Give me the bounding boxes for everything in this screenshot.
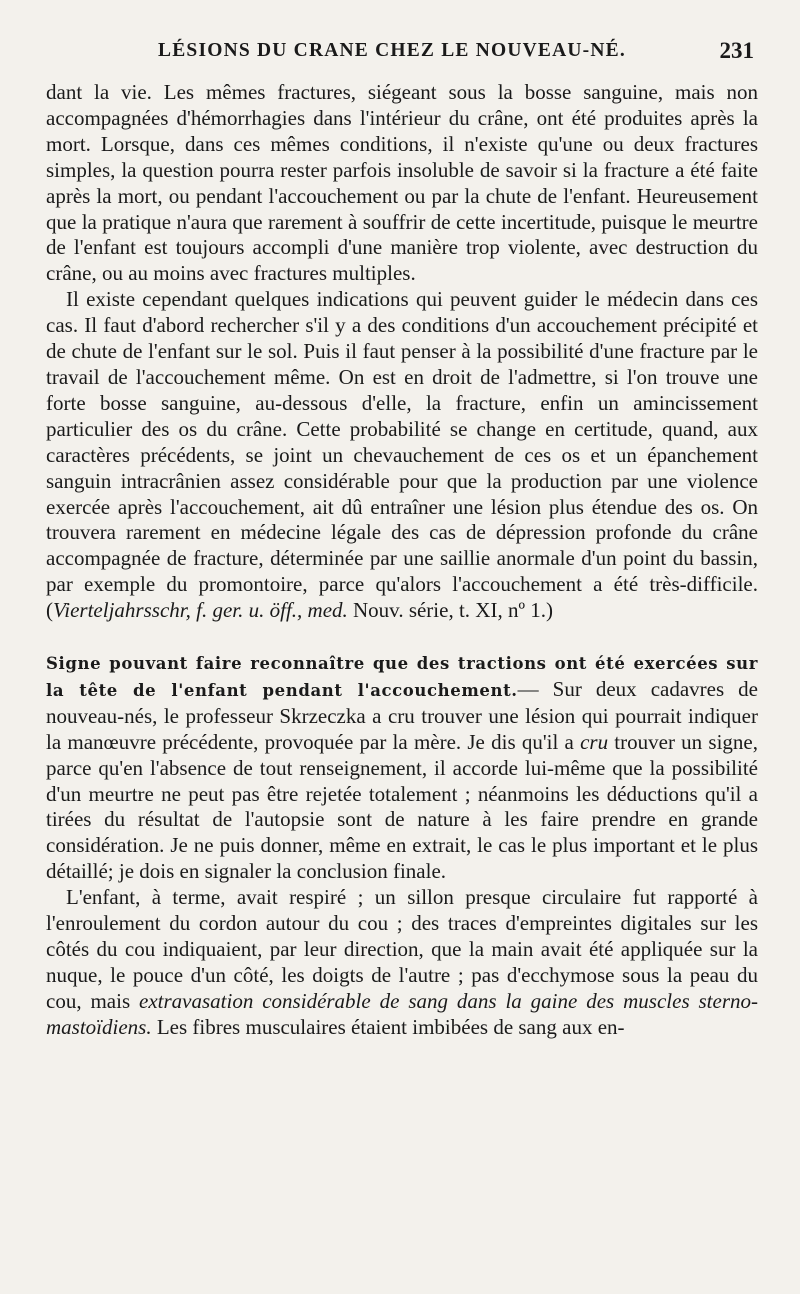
emphasis-cru: cru — [580, 729, 609, 754]
paragraph-3-text-b: trouver un signe, parce qu'en l'absence de tout renseignement, il accorde lui-même que la possibilité d'un meurtre ne peut pas être rejetée totalement ; néanmoins les déductions qu'il a tirées du résultat de l'autopsie sont de nature à les faire prendre en grande considération. Je ne puis donner, même en extrait, le cas le plus important et le plus détaillé; je dois en signaler la conclusion finale. — [46, 729, 758, 884]
running-head — [46, 34, 758, 80]
running-title: LÉSIONS DU CRANE CHEZ LE NOUVEAU-NÉ. — [158, 40, 626, 61]
paragraph-2 — [46, 287, 758, 624]
journal-citation: Vierteljahrsschr, f. ger. u. öff., med. — [53, 598, 348, 623]
emphasis-extravasation: extravasation considérable de sang dans la gaine des muscles sterno-mastoïdiens. — [46, 988, 758, 1039]
citation-tail: Nouv. série, t. XI, nº 1.) — [347, 598, 553, 623]
section-gap — [46, 624, 758, 650]
paragraph-4-text-b: Les fibres musculaires étaient imbibées de sang aux en- — [151, 1014, 625, 1039]
paragraph-2-text: Il existe cependant quelques indications qui peuvent guider le médecin dans ces cas. Il faut d'abord rechercher s'il y a des conditions d'un accouchement précipité et de chute de l'enfant sur le sol. Puis il faut penser à la possibilité d'une fracture par le travail de l'accouchement même. On est en droit de l'admettre, si l'on trouve une forte bosse sanguine, au-dessous d'elle, la fracture, enfin un amincissement particulier des os du crâne. Cette probabilité se change en certitude, quand, aux caractères précédents, se joint un chevauchement de ces os et un épanchement sanguin intracrânien assez considérable pour que la production par une violence exercée après l'accouchement, ait dû entraîner une lésion plus étendue des os. On trouvera rarement en médecine légale des cas de dépression profonde du crâne accompagnée de fracture, déterminée par une saillie anormale d'un point du bassin, par exemple du promontoire, parce qu'alors l'accouchement a été très-difficile. ( — [46, 287, 758, 623]
paragraph-4 — [46, 885, 758, 1040]
paragraph-1-text: dant la vie. Les mêmes fractures, siégeant sous la bosse sanguine, mais non accompagnées d'hémorrhagies dans l'intérieur du crâne, ont été produites après la mort. Lorsque, dans ces mêmes conditions, il n'existe qu'une ou deux fractures simples, la question pourra rester parfois insoluble de savoir si la fracture a été faite après la mort, ou pendant l'accouchement ou par la chute de l'enfant. Heureusement que la pratique n'aura que rarement à souffrir de cette incertitude, puisque le meurtre de l'enfant est toujours accompli d'une manière trop violente, avec destruction du crâne, ou au moins avec fractures multiples. — [46, 80, 758, 286]
page-number: 231 — [719, 38, 754, 63]
paragraph-4-text-a: L'enfant, à terme, avait respiré ; un sillon presque circulaire fut rapporté à l'enroulement du cordon autour du cou ; des traces d'empreintes digitales sur les côtés du cou indiquaient, par leur direction, que la main avait été appliquée sur la nuque, le pouce d'un côté, les doigts de l'autre ; pas d'ecchymose sous la peau du cou, mais — [46, 885, 758, 1013]
paragraph-3-text-a: — Sur deux cadavres de nouveau-nés, le professeur Skrzeczka a cru trouver une lésion qui pourrait indiquer la manœuvre précédente, provoquée par la mère. Je dis qu'il a — [46, 676, 758, 754]
paragraph-3 — [46, 650, 758, 885]
section-heading: Signe pouvant faire reconnaître que des tractions ont été exercées sur la tête de l'enfant pendant l'accouchement. — [46, 654, 758, 700]
paragraph-1 — [46, 80, 758, 287]
